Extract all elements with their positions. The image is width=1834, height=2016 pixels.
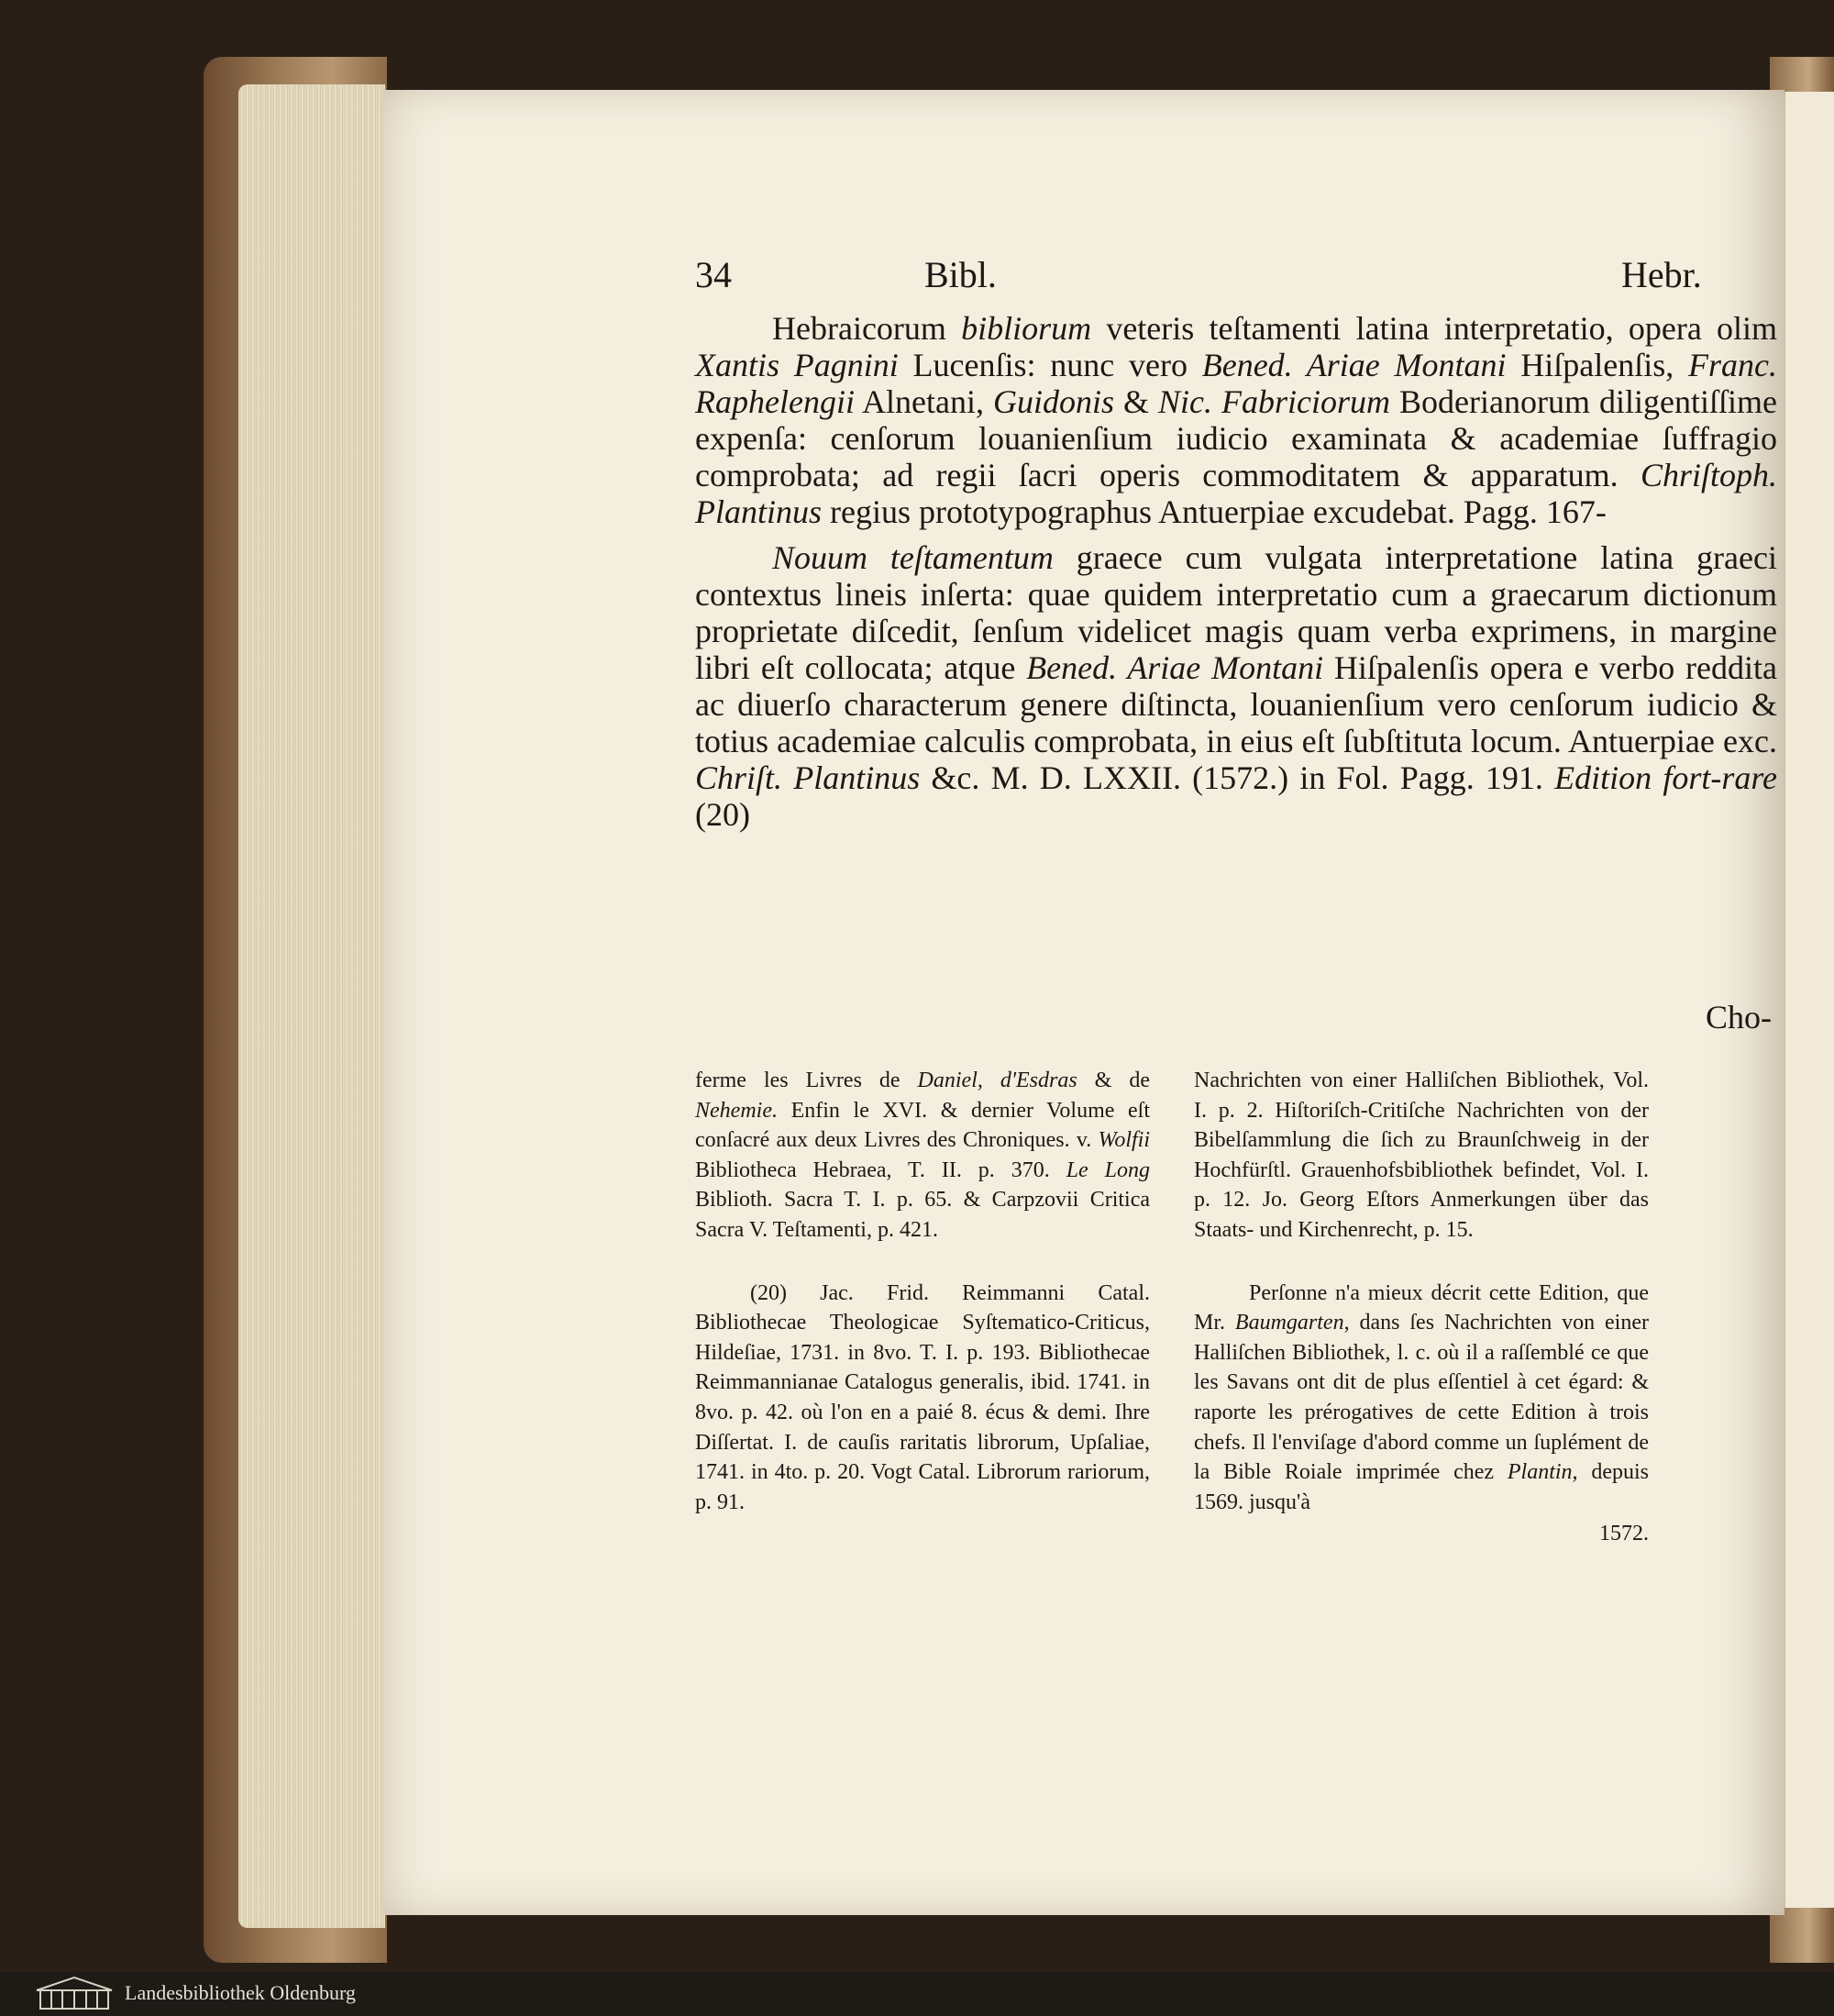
footnote-column-left [695, 1066, 1150, 1517]
footnote-continuation-right: Nachrichten von einer Halliſchen Bibliothek, Vol. I. p. 2. Hiſtoriſch-Critiſche Nachrichten von der Bibelſammlung die ſich zu Braunſchweig in der Hochfürſtl. Grauenhofsbibliothek befindet, Vol. I. p. 12. Jo. Georg Eſtors Anmerkungen über das Staats- und Kirchenrecht, p. 15. [1194, 1069, 1649, 1242]
entry-paragraph-2: Nouum teſtamentum graece cum vulgata interpretatione latina graeci contextus lineis inſerta: quae quidem interpretatio cum a graecarum dictionum proprietate diſcedit, ſenſum videlicet magis quam verba exprimens, in margine libri eſt collocata; atque Bened. Ariae Montani Hiſpalenſis opera e verbo reddita ac diuerſo characterum genere diſtincta, louanienſium vero cenſorum iudicio & totius academiae calculis comprobata, in eius eſt ſubſtituta locum. Antuerpiae exc. Chriſt. Plantinus &c. M. D. LXXII. (1572.) in Fol. Pagg. 191. Edition fort-rare (20) [695, 539, 1777, 833]
book-page [383, 90, 1784, 1915]
running-head-right: Hebr. [1621, 254, 1702, 295]
facing-page-edge [1783, 92, 1834, 1908]
footnote-20-continued: Perſonne n'a mieux décrit cette Edition, que Mr. Baumgarten, dans ſes Nachrichten von einer Halliſchen Bibliothek, l. c. où il a raſſemblé ce que les Savans ont dit de plus eſſentiel à cet égard: & raporte les prérogatives de cette Edition à trois chefs. Il l'enviſage d'abord comme un ſuplément de la Bible Roiale imprimée chez Plantin, depuis 1569. jusqu'à [1194, 1280, 1650, 1514]
entry-paragraph-1: Hebraicorum bibliorum veteris teſtamenti latina interpretatio, opera olim Xantis Pagnini Lucenſis: nunc vero Bened. Ariae Montani Hiſpalenſis, Franc. Raphelengii Alnetani, Guidonis & Nic. Fabriciorum Boderianorum diligentiſſime expenſa: cenſorum louanienſium iudicio examinata & academiae ſuffragio comprobata; ad regii ſacri operis commoditatem & apparatum. Chriſtoph. Plantinus regius prototypographus Antuerpiae excudebat. Pagg. 167- [695, 310, 1777, 530]
catchword: Cho- [1706, 999, 1772, 1036]
page-number: 34 [695, 254, 732, 295]
footnote-column-right [1194, 1066, 1649, 1549]
footnote-continuation: ferme les Livres de Daniel, d'Esdras & de Nehemie. Enfin le XVI. & dernier Volume eſt conſacré aux deux Livres des Chroniques. v. Wolfii Bibliotheca Hebraea, T. II. p. 370. Le Long Biblioth. Sacra T. I. p. 65. & Carpzovii Critica Sacra V. Teſtamenti, p. 421. [695, 1069, 1150, 1242]
page-edges [238, 84, 385, 1928]
running-head-left: Bibl. [924, 254, 997, 295]
footnote-20: (20) Jac. Frid. Reimmanni Catal. Bibliothecae Theologicae Syſtematico-Criticus, Hildeſiae, 1731. in 8vo. T. I. p. 193. Bibliothecae Reimmannianae Catalogus generalis, ibid. 1741. in 8vo. p. 42. où l'on en a paié 8. écus & demi. Ihre Diſſertat. I. de cauſis raritatis librorum, Upſaliae, 1741. in 4to. p. 20. Vogt Catal. Librorum rariorum, p. 91. [695, 1280, 1150, 1514]
library-logo-icon [33, 1976, 116, 2012]
footnote-catchword: 1572. [1599, 1522, 1649, 1546]
running-head [695, 253, 1777, 308]
library-name: Landesbibliothek Oldenburg [125, 1981, 356, 2004]
main-text [695, 310, 1777, 842]
